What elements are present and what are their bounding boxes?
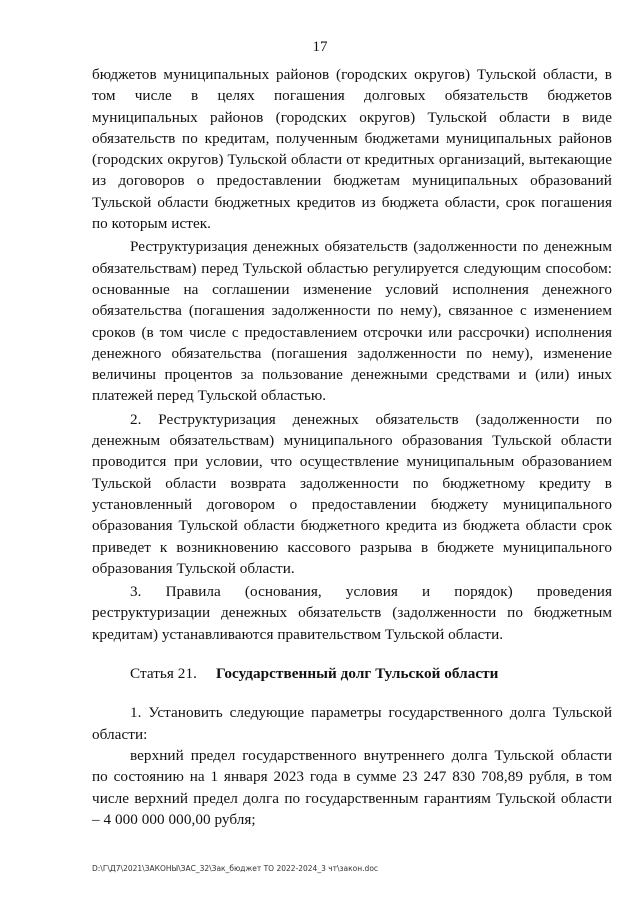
paragraph-debt-upper-limit: верхний предел государственного внутреннего долга Тульской области по состоянию на 1 января 2023 года в сумме 23 247 830 708,89 рубля, в том числе верхний предел долга по государственным гарантиям Тульской области – 4 000 000 000,00 рубля; [92, 746, 612, 828]
footer-file-path: D:\Г\Д7\2021\ЗАКОНЫ\ЗАС_32\Зак_бюджет ТО 2022-2024_3 чт\закон.doc [92, 864, 379, 873]
article-heading [92, 663, 612, 684]
article-number: Статья 21. [130, 665, 197, 683]
document-body [92, 64, 612, 830]
paragraph-restructuring-method: Реструктуризация денежных обязательств (задолженности по денежным обязательствам) перед Тульской областью регулируется следующим способом: основанные на соглашении изменение условий исполнения денежного обязательства (погашения задолженности по нему), связанное с изменением сроков (в том числе с предоставлением отсрочки или рассрочки) исполнения денежного обязательства (погашения задолженности по нему), изменение величины процентов за пользование денежными средствами и (или) иных платежей перед Тульской областью. [92, 238, 612, 405]
paragraph-item-3: 3. Правила (основания, условия и порядок) проведения реструктуризации денежных обязательств (задолженности по бюджетным кредитам) устанавливаются правительством Тульской области. [92, 583, 612, 643]
paragraph-item-2: 2. Реструктуризация денежных обязательств (задолженности по денежным обязательствам) муниципального образования Тульской области проводится при условии, что осуществление муниципальным образованием Тульской области возврата задолженности по бюджетному кредиту в установленный договором о предоставлении бюджету муниципального образования Тульской области бюджетного кредита из бюджета области срок приведет к возникновению кассового разрыва в бюджете муниципального образования Тульской области. [92, 410, 612, 577]
paragraph-article-item-1: 1. Установить следующие параметры государственного долга Тульской области: [92, 704, 612, 743]
paragraph-continuation: бюджетов муниципальных районов (городских округов) Тульской области, в том числе в целях погашения долговых обязательств бюджетов муниципальных районов (городских округов) Тульской области в виде обязательств по кредитам, полученным бюджетами муниципальных районов (городских округов) Тульской области от кредитных организаций, вытекающие из договоров о предоставлении бюджетам муниципальных образований Тульской области бюджетных кредитов из бюджета области, срок погашения по которым истек. [92, 66, 612, 233]
page-number: 17 [312, 39, 328, 55]
article-title: Государственный долг Тульской области [216, 665, 499, 683]
